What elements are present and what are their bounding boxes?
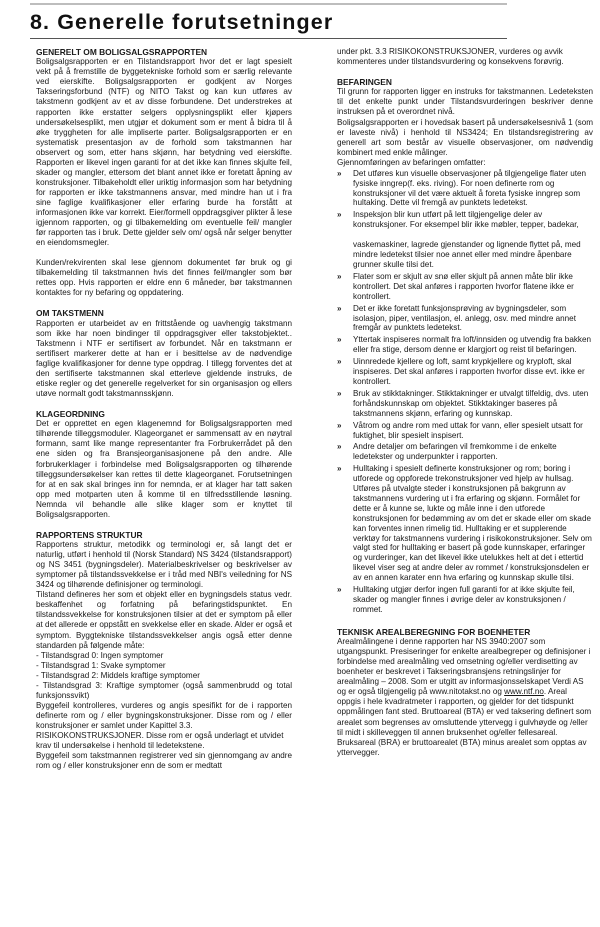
double-chevron-icon: » — [337, 335, 342, 345]
section-paragraph: Byggefeil som takstmannen registrerer ved sin gjennomgang av andre rom og / eller konstruksjoner enn de som er medtatt — [36, 751, 292, 771]
section-paragraph: Kunden/rekvirenten skal lese gjennom dokumentet før bruk og gi tilbakemelding til takstmannen hvis det finnes feil/mangler som bør rettes opp. Hvis rapporten er eldre enn 6 måneder, bør takstmannen kontaktes for ny befaring og oppdatering. — [36, 258, 292, 298]
section-heading-takstmenn: OM TAKSTMENN — [36, 308, 104, 319]
grade-item: - Tilstandsgrad 3: Kraftige symptomer (også sammenbrudd og total funksjonssvikt) — [36, 680, 292, 700]
list-item: » Flater som er skjult av snø eller skjult på annen måte blir ikke kontrollert. Det skal anføres i rapporten hvorfor flatene ikke er kontrollert. — [337, 271, 574, 301]
list-item: » Yttertak inspiseres normalt fra loft/innsiden og utvendig fra bakken eller fra stige, dersom denne er klargjort og reist til befaringen. — [337, 335, 592, 355]
section-paragraph: Rapporten er utarbeidet av en frittstående og uavhengig takstmann som ikke har noen bindinger til oppdragsgiver eller takstobjektet.. Takstmenn i NTF er sertifisert av forbundet. Når en takstmann er sertifisert markerer dette at han er i besittelse av de nødvendige faglige kvalifikasjoner for denne type oppdrag. I tillegg forventes det at den sertifiserte takstmannen skal etterleve gjeldende instruks, de etiske regler og det generelle regelverket for sin organisasjon og ellers utøve normalt godt takstmannsskjønn. — [36, 318, 292, 398]
list-item: » Våtrom og andre rom med uttak for vann, eller spesielt utsatt for fuktighet, blir spesielt inspisert. — [337, 420, 583, 440]
section-paragraph: Til grunn for rapporten ligger en instruks for takstmannen. Ledeteksten til det enkelte punkt under Tilstandsvurderingen beskriver denne instruksen på et overordnet nivå. — [337, 87, 593, 117]
section-paragraph: Boligsalgsrapporten er en Tilstandsrapport hvor det er lagt spesielt vekt på å fremstille de byggetekniske forhold som er særlig relevante ved eierskifte. Boligsalgsrapporten er godkjent av Norges Takseringsforbund (NTF) og NITO Takst og kan kun utføres av takstmenn godkjent av et av disse forbundene. Det understrekes at rapporten ikke erstatter selgers opplysningsplikt eller kjøpers undersøkelsesplikt, men utgjør et dokument som er ment å bidra til å øke tryggheten for alle impliserte parter. Boligsalgsrapporten er en systematisk presentasjon av de forhold som takstmannen har observert og som, etter hans skjønn, har betydning ved eierskifte. Rapporten er likevel ingen garanti for at det ikke kan finnes skjulte feil, skader og mangler, ettersom det blant annet ikke er foretatt åpning av konstruksjoner. Tilbakeholdt eller uriktig informasjon som har betydning for rapporten er ikke takstmannens ansvar, med mindre han ut i fra sine faglige kvalifikasjoner eller erfaring burde ha forstått at informasjonen ikke var korrekt. Eier/formell oppdragsgiver plikter å lese igjennom rapporten, og gi tilbakemelding om eventuelle feil/ mangler før rapporten tas i bruk. Dette gjelder selv om/ også når selger benytter en eiendomsmegler. — [36, 57, 292, 248]
list-item: » Andre detaljer om befaringen vil fremkomme i de enkelte ledetekster og underpunkter i rapporten. — [337, 442, 557, 462]
section-paragraph: Arealmålingene i denne rapporten har NS 3940:2007 som utgangspunkt. Presiseringer for enkelte arealbegreper og definisjoner i forbindelse med arealmåling ved omsetning og/eller verdisetting av boenheter er beskrevet i Takseringsbransjens retningslinjer for arealmåling – 2008. Som er utgitt av informasjonsselskapet Verdi AS og er også tilgjengelig på www.nitotakst.no og www.ntf.no. Areal oppgis i hele kvadratmeter i rapporten, og gjelder for det tidspunkt oppmålingen fant sted. Bruttoareal (BTA) er ved taksering definert som arealet som begrenses av omsluttende yttervegg i gulvhøyde og /eller til midt i skilleveggen til annen bruksenhet og/eller fellesareal. Bruksareal (BRA) er bruttoarealet (BTA) minus arealet som opptas av yttervegger. — [337, 637, 592, 757]
title-divider — [30, 38, 507, 39]
grade-item: - Tilstandsgrad 1: Svake symptomer — [36, 660, 166, 670]
left-column — [36, 47, 292, 771]
double-chevron-icon: » — [337, 357, 342, 367]
section-heading-klageordning: KLAGEORDNING — [36, 409, 105, 420]
list-item: » Hulltaking i spesielt definerte konstruksjoner og rom; boring i utforede og oppforede trekonstruksjoner ved hjelp av hullsag. Utføres på utvalgte steder i konstruksjonen på bakgrunn av takstmannens vurdering ut i fra erfaring og skjønn. Formålet for dette er å kunne se, lukte og måle inne i den utforede konstruksjonen for bedømming av om det er skade eller om skade kan forventes innen rimelig tid. Hulltaking er et supplerende verktøy for takstmannens vurdering i risikokonstruksjoner. Selv om valgt sted for hulltaking er basert på gode kunnskaper, erfaringer og vurderinger, kan det likevel ikke utelukkes helt at det i ettertid likevel viser seg at andre deler av rommet / konstruksjonsdelen er av en annen karater enn hva erfaring og kunnskap skulle tilsi. — [337, 464, 592, 583]
double-chevron-icon: » — [337, 464, 342, 474]
right-column — [337, 47, 593, 758]
section-paragraph: Det er opprettet en egen klagenemnd for Boligsalgsrapporten med tilhørende tilleggsmoduler. Klageorganet er sammensatt av en nøytral formann, samt like mange representanter fra Forbrukerrådet på den ene siden og fra Bransjeorganisasjonene på den andre. Alle forbrukerklager i forbindelse med Boligsalgsrapporten og tilhørende tilleggsundersøkelser kan rettes til dette klageorganet. Forutsetningen for at en sak skal bringes inn for nemnda, er at klager har tatt saken opp med motparten uten å komme til en tilfredsstillende løsning. Nemnda vil behandle alle slike klager som er knyttet til Boligsalgsrapporten. — [36, 419, 292, 519]
ntf-link[interactable]: www.ntf.no — [504, 687, 544, 697]
list-item: » Det utføres kun visuelle observasjoner på tilgjengelige flater uten fysiske inngrep(f. eks. riving). For noen definerte rom og konstruksjoner vil det være aktuelt å foreta fysiske inngrep som hultaking. Dette vil fremgå av punktets ledetekst. — [337, 168, 587, 208]
section-heading-arealberegning: TEKNISK AREALBEREGNING FOR BOENHETER — [337, 626, 531, 637]
section-paragraph: Gjennomføringen av befaringen omfatter: — [337, 157, 486, 167]
double-chevron-icon: » — [337, 168, 342, 178]
grade-item: - Tilstandsgrad 2: Middels kraftige symptomer — [36, 670, 200, 680]
double-chevron-icon: » — [337, 303, 342, 313]
section-heading-generelt: GENERELT OM BOLIGSALGSRAPPORTEN — [36, 47, 208, 57]
list-item: » Hulltaking utgjør derfor ingen full garanti for at ikke skjulte feil, skader og mangler finnes i øvrige deler av konstruksjonen / rommet. — [337, 585, 575, 614]
grade-item: - Tilstandsgrad 0: Ingen symptomer — [36, 650, 164, 660]
section-paragraph: Boligsalgsrapporten er i hovedsak basert på undersøkelsesnivå 1 (som er laveste nivå) i henhold til NS3424; En tilstandsregistrering av generell art som består av visuelle observasjoner, om nødvendig kombinert med enkle målinger. — [337, 117, 593, 157]
double-chevron-icon: » — [337, 210, 342, 220]
double-chevron-icon: » — [337, 420, 342, 430]
section-paragraph: Tilstand defineres her som et objekt eller en bygningsdels status vedr. beskaffenhet og forfatning på befaringstidspunktet. En tilstandssvekkelse for konstruksjonen tilsier at det er symptom på eller at det allerede er oppstått en svekkelse eller en skade. Alder er også et symptom. Byggtekniske tilstandssvekkelser angis også etter denne standarden på følgende måte: — [36, 590, 292, 650]
top-divider — [30, 3, 507, 5]
list-item: » Uinnredede kjellere og loft, samt krypkjellere og kryploft, skal inspiseres. Det skal anføres i rapporten hvorfor disse evt. ikke er kontrollert. — [337, 357, 585, 386]
inspection-list — [337, 169, 593, 615]
double-chevron-icon: » — [337, 388, 342, 398]
double-chevron-icon: » — [337, 442, 342, 452]
section-paragraph: RISIKOKONSTRUKSJONER. Disse rom er også underlagt et utvidet krav til undersøkelse i henhold til ledetekstene. — [36, 731, 284, 751]
page-title: 8. Generelle forutsetninger — [30, 10, 334, 34]
list-item: » Bruk av stikktakninger. Stikktakninger er utvalgt tilfeldig, dvs. uten forhåndskunnskap om objektet. Stikktakinger baseres på takstmannens skjønn, erfaring og kunnskap. — [337, 388, 589, 418]
continuation-paragraph: under pkt. 3.3 RISIKOKONSTRUKSJONER, vurderes og avvik kommenteres under tilstandsvurdering og konsekvens forøvrig. — [337, 47, 564, 67]
section-paragraph: Rapportens struktur, metodikk og terminologi er, så langt det er naturlig, utført i henhold til (Norsk Standard) NS 3424 (tilstandsrapport) og NS 3451 (bygningsdeler). Materialbeskrivelser og beskrivelser av symptomer på tilstandssvekkelse er i tråd med NBI's veiledning for NS 3424 og tilhørende definisjoner og terminologi. — [36, 540, 292, 590]
section-heading-befaringen: BEFARINGEN — [337, 77, 392, 88]
list-item: » Inspeksjon blir kun utført på lett tilgjengelige deler av konstruksjoner. For eksempel blir ikke møbler, tepper, badekar, vaskemaskiner, lagrede gjenstander og lignende flyttet på, med mindre ledetekst tilsier noe annet eller med mindre åpenbare grunner skulle tilsi det. — [337, 210, 581, 270]
section-heading-struktur: RAPPORTENS STRUKTUR — [36, 529, 143, 540]
double-chevron-icon: » — [337, 271, 342, 281]
double-chevron-icon: » — [337, 585, 342, 595]
list-item: » Det er ikke foretatt funksjonsprøving av bygningsdeler, som isolasjon, piper, ventilasjon, el. anlegg, osv. med mindre annet fremgår av punktets ledetekst. — [337, 303, 576, 333]
section-paragraph: Byggefeil kontrolleres, vurderes og angis spesifikt for de i rapporten definerte rom og / eller bygningskonstruksjoner. Disse rom og / eller konstruksjoner er samlet under Kapittel 3.3. — [36, 700, 292, 730]
